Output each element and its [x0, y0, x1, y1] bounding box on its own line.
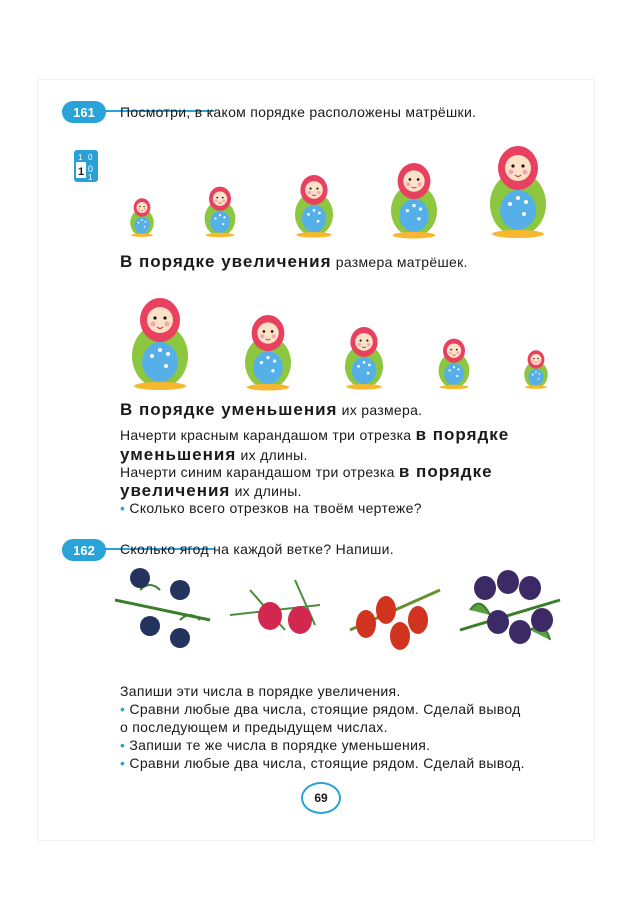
task-162-badge: 162 [62, 539, 106, 561]
blueberry [170, 628, 190, 648]
task-162-line4 [120, 737, 430, 753]
rosehip [390, 622, 410, 650]
blackberry [531, 608, 553, 632]
red-line-end: их длины. [240, 447, 308, 463]
red-line-bold1: в порядке [415, 425, 510, 444]
matryoshka-2 [439, 339, 470, 390]
task-161-badge: 161 [62, 101, 106, 123]
red-line-start: Начерти красным карандашом три отрезка [120, 427, 412, 443]
increase-bold: В порядке увеличения [120, 252, 332, 271]
bullet: • [120, 701, 126, 717]
blackberry [487, 610, 509, 634]
cranberry [288, 606, 312, 634]
question-line [120, 500, 422, 516]
task-162-prompt: Сколько ягод на каждой ветке? Напиши. [120, 541, 394, 557]
rosehip [408, 606, 428, 634]
question-text: Сколько всего отрезков на твоём чертеже? [129, 500, 422, 516]
blackberry [519, 576, 541, 600]
blueberry [170, 580, 190, 600]
blue-line-instruction-2 [120, 481, 302, 501]
decrease-line [120, 400, 422, 420]
rosehip [376, 596, 396, 624]
matryoshka-3 [345, 327, 383, 390]
matryoshka-row-decreasing [120, 282, 560, 402]
task-162-line4-text: Запиши те же числа в порядке уменьшения. [129, 737, 431, 753]
blackberry [497, 570, 519, 594]
rosehip [356, 610, 376, 638]
blue-line-start: Начерти синим карандашом три отрезка [120, 464, 395, 480]
matryoshka-1 [524, 350, 548, 389]
berries-illustration [110, 560, 580, 670]
matryoshka-1 [130, 198, 154, 237]
blue-line-instruction [120, 462, 493, 482]
page-number: 69 [301, 782, 341, 814]
task-162-line5-text: Сравни любые два числа, стоящие рядом. Сделай вывод. [129, 755, 525, 771]
task-162-line1: Запиши эти числа в порядке увеличения. [120, 683, 401, 699]
bullet: • [120, 500, 126, 516]
blue-line-bold1: в порядке [398, 462, 493, 481]
cranberry [258, 602, 282, 630]
task-162-line3: о последующем и предыдущем числах. [120, 719, 388, 735]
matryoshka-row-increasing [120, 130, 560, 250]
decrease-bold: В порядке уменьшения [120, 400, 338, 419]
blueberry [130, 568, 150, 588]
blueberry-branch [115, 568, 210, 648]
blackberry-branch [460, 570, 560, 644]
blackberry [509, 620, 531, 644]
rosehip-branch [350, 590, 440, 650]
icon-digit: 1 [78, 166, 85, 178]
task-161-prompt: Посмотри, в каком порядке расположены матрёшки. [120, 104, 477, 120]
blue-line-end: их длины. [234, 483, 302, 499]
icon-digit: 0 [88, 164, 94, 174]
increase-rest: размера матрёшек. [335, 254, 468, 270]
matryoshka-4 [391, 163, 437, 238]
task-162-line5 [120, 755, 525, 771]
matryoshka-4 [245, 315, 291, 390]
bullet: • [120, 755, 126, 771]
cranberry-branch [230, 580, 320, 634]
bullet: • [120, 737, 126, 753]
matryoshka-3 [295, 175, 333, 238]
icon-digit: 1 [78, 153, 83, 162]
blueberry [140, 616, 160, 636]
red-line-bold2: уменьшения [120, 445, 237, 464]
digits-icon [74, 150, 98, 182]
blue-line-bold2: увеличения [120, 481, 231, 500]
matryoshka-2 [205, 187, 236, 238]
icon-digit: 1 [88, 173, 93, 182]
blackberry [474, 576, 496, 600]
red-line-instruction [120, 425, 509, 445]
icon-digit: 0 [88, 153, 93, 162]
matryoshka-5 [132, 298, 188, 390]
task-162-line2 [120, 701, 521, 717]
increase-line [120, 252, 468, 272]
task-162-line2-text: Сравни любые два числа, стоящие рядом. Сделай вывод [129, 701, 521, 717]
decrease-rest: их размера. [341, 402, 423, 418]
matryoshka-5 [490, 146, 546, 238]
